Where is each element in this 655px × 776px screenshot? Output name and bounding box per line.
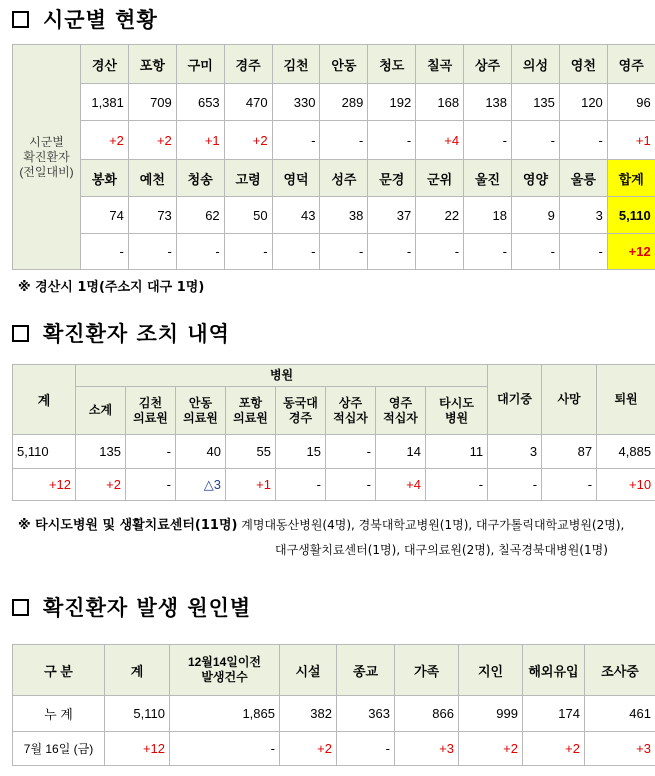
treatment-delta: +1 bbox=[226, 469, 276, 501]
treatment-value: - bbox=[326, 435, 376, 469]
city-total: 9 bbox=[512, 197, 560, 234]
sub-line1: 안동 bbox=[188, 395, 213, 410]
city-delta: - bbox=[464, 234, 512, 270]
city-name: 칠곡 bbox=[416, 45, 464, 84]
cause-delta: +2 bbox=[280, 732, 337, 766]
city-total: 38 bbox=[320, 197, 368, 234]
city-delta: - bbox=[368, 234, 416, 270]
sub-line2: 적십자 bbox=[383, 410, 418, 425]
header-total: 계 bbox=[105, 645, 170, 696]
cause-value: 382 bbox=[280, 696, 337, 732]
sub-line1: 동국대 bbox=[283, 395, 318, 410]
checkbox-square-icon bbox=[12, 325, 29, 342]
header-hospital-col bbox=[126, 387, 176, 435]
cause-value: 5,110 bbox=[105, 696, 170, 732]
header-waiting: 대기중 bbox=[488, 365, 542, 435]
city-delta: - bbox=[512, 234, 560, 270]
city-delta: +2 bbox=[224, 121, 272, 160]
city-delta: - bbox=[320, 234, 368, 270]
city-total: 168 bbox=[416, 84, 464, 121]
sub-line2: 경주 bbox=[288, 410, 313, 425]
header-overseas: 해외유입 bbox=[523, 645, 585, 696]
side-label-line1: 시군별 bbox=[29, 134, 64, 149]
header-family: 가족 bbox=[395, 645, 459, 696]
city-total: 709 bbox=[128, 84, 176, 121]
header-category: 구 분 bbox=[13, 645, 105, 696]
section-title-text: 시군별 현황 bbox=[43, 8, 158, 32]
grand-total-delta: +12 bbox=[607, 234, 655, 270]
header-subtotal bbox=[76, 387, 126, 435]
city-name: 경산 bbox=[81, 45, 129, 84]
city-name: 의성 bbox=[512, 45, 560, 84]
treatment-delta: - bbox=[488, 469, 542, 501]
checkbox-square-icon bbox=[12, 599, 29, 616]
city-delta: +2 bbox=[81, 121, 129, 160]
header-death: 사망 bbox=[542, 365, 597, 435]
treatment-delta: - bbox=[426, 469, 488, 501]
header-acquaintance: 지인 bbox=[459, 645, 523, 696]
city-delta: +2 bbox=[128, 121, 176, 160]
treatment-delta: △3 bbox=[176, 469, 226, 501]
city-status-table bbox=[12, 44, 655, 270]
treatment-value: 4,885 bbox=[597, 435, 655, 469]
treatment-delta: - bbox=[126, 469, 176, 501]
cause-delta: +2 bbox=[459, 732, 523, 766]
sub-line1: 김천 bbox=[138, 395, 163, 410]
cause-table bbox=[12, 644, 655, 766]
city-total: 192 bbox=[368, 84, 416, 121]
city-delta: - bbox=[224, 234, 272, 270]
header-hospital-col bbox=[376, 387, 426, 435]
treatment-note-line1 bbox=[18, 514, 624, 533]
city-delta: - bbox=[176, 234, 224, 270]
cause-value: 999 bbox=[459, 696, 523, 732]
header-hospital-col bbox=[276, 387, 326, 435]
header-hospital-col bbox=[426, 387, 488, 435]
grand-total-value: 5,110 bbox=[607, 197, 655, 234]
city-delta: - bbox=[559, 121, 607, 160]
city-name: 영천 bbox=[559, 45, 607, 84]
sub-line2: 병원 bbox=[444, 410, 469, 425]
sub-line1: 소계 bbox=[88, 403, 113, 417]
city-delta: - bbox=[464, 121, 512, 160]
sub-line1: 영주 bbox=[388, 395, 413, 410]
section-title-text: 확진환자 조치 내역 bbox=[43, 322, 230, 346]
city-name: 영주 bbox=[607, 45, 655, 84]
city-name: 봉화 bbox=[81, 160, 129, 197]
treatment-value: 3 bbox=[488, 435, 542, 469]
header-hospital-col bbox=[176, 387, 226, 435]
cause-delta: +2 bbox=[523, 732, 585, 766]
cause-value: 174 bbox=[523, 696, 585, 732]
city-name: 울릉 bbox=[559, 160, 607, 197]
header-discharge: 퇴원 bbox=[597, 365, 655, 435]
city-delta: +1 bbox=[176, 121, 224, 160]
treatment-note-bold: ※ 타시도병원 및 생활치료센터(11명) bbox=[18, 518, 238, 533]
treatment-delta: - bbox=[326, 469, 376, 501]
treatment-table bbox=[12, 364, 655, 501]
cause-delta: +3 bbox=[395, 732, 459, 766]
header-hospital: 병원 bbox=[76, 365, 488, 387]
city-total: 18 bbox=[464, 197, 512, 234]
cause-delta: - bbox=[337, 732, 395, 766]
city-total: 135 bbox=[512, 84, 560, 121]
treatment-value: 135 bbox=[76, 435, 126, 469]
city-total: 74 bbox=[81, 197, 129, 234]
sub-line2: 의료원 bbox=[183, 410, 218, 425]
city-name: 영덕 bbox=[272, 160, 320, 197]
side-label bbox=[13, 45, 81, 270]
header-hospital-col bbox=[226, 387, 276, 435]
city-total: 73 bbox=[128, 197, 176, 234]
city-total: 470 bbox=[224, 84, 272, 121]
sub-line2: 의료원 bbox=[133, 410, 168, 425]
section-title-text: 확진환자 발생 원인별 bbox=[43, 596, 252, 620]
sub-line2: 의료원 bbox=[233, 410, 268, 425]
treatment-value: 5,110 bbox=[13, 435, 76, 469]
city-total: 289 bbox=[320, 84, 368, 121]
section-title-cause bbox=[12, 592, 251, 622]
city-name: 포항 bbox=[128, 45, 176, 84]
treatment-note-text1: 계명대동산병원(4명), 경북대학교병원(1명), 대구가톨릭대학교병원(2명), bbox=[241, 518, 625, 532]
treatment-value: 40 bbox=[176, 435, 226, 469]
cause-delta: +3 bbox=[585, 732, 655, 766]
cause-value: 363 bbox=[337, 696, 395, 732]
header-before-date bbox=[170, 645, 280, 696]
city-total: 653 bbox=[176, 84, 224, 121]
city-delta: +4 bbox=[416, 121, 464, 160]
city-name: 구미 bbox=[176, 45, 224, 84]
city-delta: - bbox=[368, 121, 416, 160]
cause-value: 866 bbox=[395, 696, 459, 732]
cause-delta: - bbox=[170, 732, 280, 766]
treatment-value: - bbox=[126, 435, 176, 469]
city-total: 22 bbox=[416, 197, 464, 234]
city-name: 김천 bbox=[272, 45, 320, 84]
city-note: ※ 경산시 1명(주소지 대구 1명) bbox=[18, 280, 205, 295]
sub-line1: 상주 bbox=[338, 395, 363, 410]
treatment-delta: +10 bbox=[597, 469, 655, 501]
grand-total-label: 합계 bbox=[607, 160, 655, 197]
city-delta: - bbox=[128, 234, 176, 270]
row-label-date: 7월 16일 (금) bbox=[13, 732, 105, 766]
city-total: 330 bbox=[272, 84, 320, 121]
city-delta: - bbox=[320, 121, 368, 160]
city-total: 62 bbox=[176, 197, 224, 234]
city-name: 청도 bbox=[368, 45, 416, 84]
city-name: 경주 bbox=[224, 45, 272, 84]
treatment-value: 14 bbox=[376, 435, 426, 469]
treatment-delta: +4 bbox=[376, 469, 426, 501]
city-total: 96 bbox=[607, 84, 655, 121]
city-total: 43 bbox=[272, 197, 320, 234]
city-delta: - bbox=[272, 234, 320, 270]
city-name: 문경 bbox=[368, 160, 416, 197]
city-name: 고령 bbox=[224, 160, 272, 197]
city-delta: - bbox=[81, 234, 129, 270]
city-name: 청송 bbox=[176, 160, 224, 197]
cause-delta: +12 bbox=[105, 732, 170, 766]
treatment-delta: +12 bbox=[13, 469, 76, 501]
checkbox-square-icon bbox=[12, 11, 29, 28]
city-name: 울진 bbox=[464, 160, 512, 197]
section-title-city bbox=[12, 4, 158, 34]
sub-line2: 적십자 bbox=[333, 410, 368, 425]
city-delta: - bbox=[272, 121, 320, 160]
city-total: 1,381 bbox=[81, 84, 129, 121]
city-total: 3 bbox=[559, 197, 607, 234]
header-before-line1: 12월14일이전 bbox=[187, 655, 262, 669]
treatment-delta: - bbox=[276, 469, 326, 501]
header-hospital-col bbox=[326, 387, 376, 435]
header-investigating: 조사중 bbox=[585, 645, 655, 696]
cause-value: 1,865 bbox=[170, 696, 280, 732]
section-title-treatment bbox=[12, 318, 230, 348]
city-name: 안동 bbox=[320, 45, 368, 84]
row-label-cumulative: 누 계 bbox=[13, 696, 105, 732]
city-name: 상주 bbox=[464, 45, 512, 84]
treatment-value: 11 bbox=[426, 435, 488, 469]
treatment-value: 55 bbox=[226, 435, 276, 469]
sub-line1: 타시도 bbox=[439, 395, 474, 410]
city-delta: - bbox=[416, 234, 464, 270]
treatment-delta: - bbox=[542, 469, 597, 501]
city-total: 37 bbox=[368, 197, 416, 234]
header-facility: 시설 bbox=[280, 645, 337, 696]
city-total: 120 bbox=[559, 84, 607, 121]
city-delta: - bbox=[559, 234, 607, 270]
city-total: 50 bbox=[224, 197, 272, 234]
city-name: 예천 bbox=[128, 160, 176, 197]
header-total: 계 bbox=[13, 365, 76, 435]
side-label-line3: (전일대비) bbox=[19, 164, 74, 179]
treatment-value: 87 bbox=[542, 435, 597, 469]
cause-value: 461 bbox=[585, 696, 655, 732]
city-total: 138 bbox=[464, 84, 512, 121]
city-name: 성주 bbox=[320, 160, 368, 197]
header-religion: 종교 bbox=[337, 645, 395, 696]
treatment-delta: +2 bbox=[76, 469, 126, 501]
city-delta: +1 bbox=[607, 121, 655, 160]
header-before-line2: 발생건수 bbox=[201, 670, 248, 684]
city-name: 군위 bbox=[416, 160, 464, 197]
treatment-value: 15 bbox=[276, 435, 326, 469]
treatment-note-line2: 대구생활치료센터(1명), 대구의료원(2명), 칠곡경북대병원(1명) bbox=[275, 543, 608, 557]
sub-line1: 포항 bbox=[238, 395, 263, 410]
city-name: 영양 bbox=[512, 160, 560, 197]
side-label-line2: 확진환자 bbox=[23, 149, 70, 164]
city-delta: - bbox=[512, 121, 560, 160]
